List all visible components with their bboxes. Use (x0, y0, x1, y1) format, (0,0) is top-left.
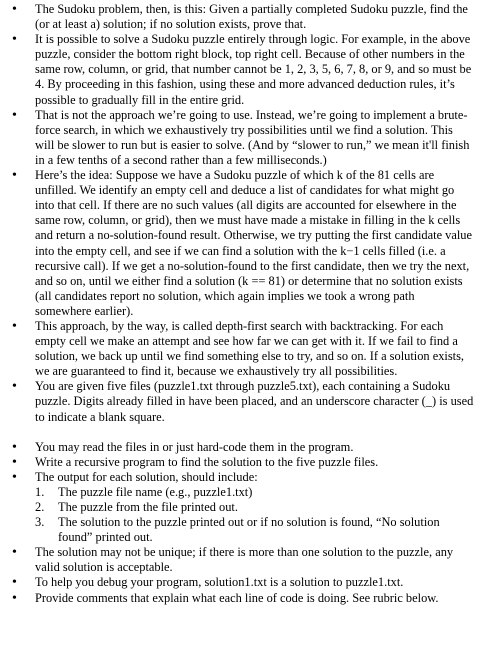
paragraph-logic-approach: • It is possible to solve a Sudoku puzzle entirely through logic. For example, in the above puzzle, consider the bottom right block, top right cell. Because of other numbers in the same row, column, or grid, that number cannot be 1, 2, 3, 5, 6, 7, 8, or 9, and so must be 4. By proceeding in this fashion, using these and more advanced deduction rules, it’s possible to gradually fill in the entire grid. (12, 32, 474, 107)
explanation-list (12, 2, 474, 425)
requirement-comments: • Provide comments that explain what each line of code is doing. See rubric below. (12, 591, 474, 606)
output-item-number: 3. (35, 515, 45, 530)
output-item-number: 2. (35, 500, 45, 514)
paragraph-input-files: • You are given five files (puzzle1.txt through puzzle5.txt), each containing a Sudoku puzzle. Digits already filled in have been placed, and an underscore character (_) is used to indicate a blank square. (12, 379, 474, 424)
requirement-recursive: • Write a recursive program to find the solution to the five puzzle files. (12, 455, 474, 470)
output-item-text: The puzzle from the file printed out. (58, 500, 238, 514)
paragraph-brute-force: • That is not the approach we’re going to use. Instead, we’re going to implement a brute-force search, in which we exhaustively try possibilities until we find a solution. This will be slower to run but is easier to solve. (And by “slower to run,” we mean it'll finish in a few tenths of a second rather than a few milliseconds.) (12, 108, 474, 168)
output-item-text: The puzzle file name (e.g., puzzle1.txt) (58, 484, 253, 499)
output-item-text: The solution to the puzzle printed out or if no solution is found, “No solution found” printed out. (58, 515, 440, 545)
requirement-read-files: • You may read the files in or just hard-code them in the program. (12, 440, 474, 455)
output-items-list (35, 485, 474, 545)
section-spacer (12, 425, 474, 440)
output-item-number: 1. (35, 484, 45, 499)
paragraph-algorithm-idea: • Here’s the idea: Suppose we have a Sudoku puzzle of which k of the 81 cells are unfilled. We identify an empty cell and deduce a list of candidates for what might go into that cell. If there are no such values (all digits are accounted for elsewhere in the same row, column, or grid), then we must have made a mistake in filling in the k cells and return a no-solution-found result. Otherwise, we try putting the first candidate value into the empty cell, and see if we can find a solution with the k−1 cells filled (i.e. a recursive call). If we get a no-solution-found to the first candidate, then we try the next, and so on, until we either find a solution (k == 81) or determine that no solution exists (all candidates report no solution, which again implies we took a wrong path somewhere earlier). (12, 168, 474, 319)
output-intro: The output for each solution, should include: (35, 469, 258, 484)
output-item (35, 485, 474, 500)
requirement-not-unique: • The solution may not be unique; if there is more than one solution to the puzzle, any valid solution is acceptable. (12, 545, 474, 575)
requirement-debug-help: • To help you debug your program, solution1.txt is a solution to puzzle1.txt. (12, 575, 474, 590)
requirement-output (12, 470, 474, 545)
paragraph-problem-statement: • The Sudoku problem, then, is this: Given a partially completed Sudoku puzzle, find the (or at least a) solution; if no solution exists, prove that. (12, 2, 474, 32)
output-item (35, 515, 474, 545)
paragraph-depth-first-search: • This approach, by the way, is called depth-first search with backtracking. For each empty cell we make an attempt and see how far we can get with it. If we fail to find a solution, we back up until we find something else to try, and so on. If a solution exists, we are guaranteed to find it, because we exhaustively try all possibilities. (12, 319, 474, 379)
requirements-list (12, 440, 474, 606)
output-item (35, 500, 474, 515)
